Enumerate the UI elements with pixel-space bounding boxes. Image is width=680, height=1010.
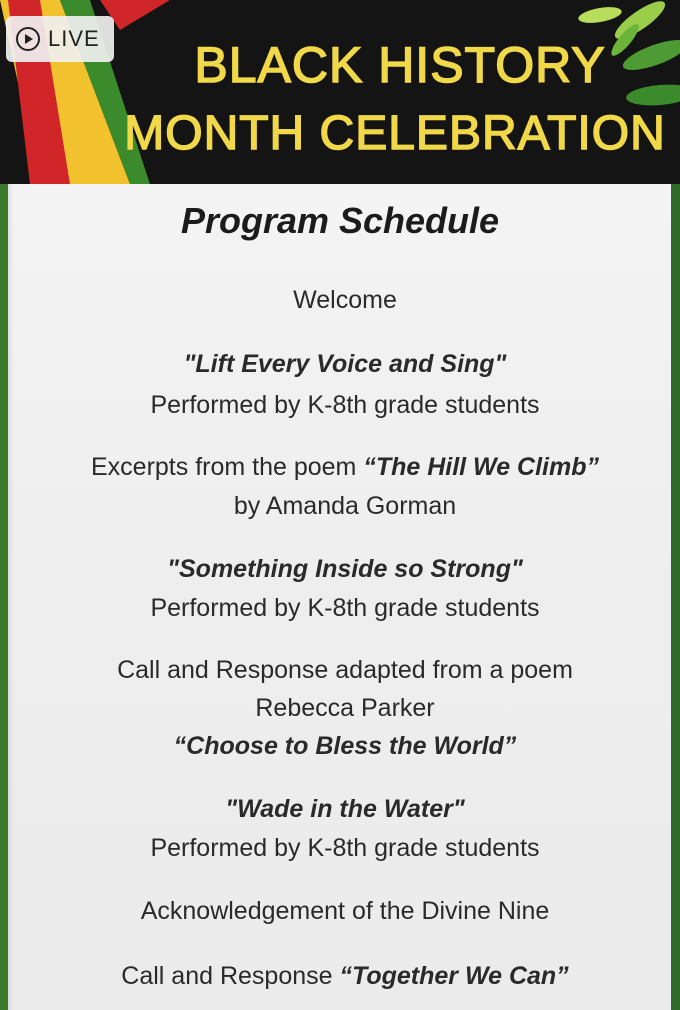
performer-line: Performed by K-8th grade students xyxy=(150,391,540,419)
poem-title-choose-to-bless: “Choose to Bless the World” xyxy=(173,732,517,760)
performer-line: Performed by K-8th grade students xyxy=(150,594,540,622)
performer-line: Performed by K-8th grade students xyxy=(150,834,540,862)
poem-excerpt-line xyxy=(0,453,680,482)
play-circle-icon xyxy=(16,27,40,51)
title-together-we-can: “Together We Can” xyxy=(339,962,569,990)
banner-title-line1: BLACK HISTORY xyxy=(194,37,606,93)
call-response-together xyxy=(0,962,680,991)
schedule-item-welcome: Welcome xyxy=(293,286,397,314)
poem-author-parker: Rebecca Parker xyxy=(255,694,435,722)
poem-title-hill-we-climb: “The Hill We Climb” xyxy=(363,453,599,481)
song-title-lift-every-voice: "Lift Every Voice and Sing" xyxy=(183,350,507,378)
poem-author: by Amanda Gorman xyxy=(233,492,457,520)
banner-title-line2: MONTH CELEBRATION xyxy=(124,107,666,160)
live-label: LIVE xyxy=(48,26,100,51)
program-heading: Program Schedule xyxy=(180,200,500,241)
song-title-something-inside: "Something Inside so Strong" xyxy=(167,555,523,583)
schedule-item-divine-nine: Acknowledgement of the Divine Nine xyxy=(140,897,550,925)
song-title-wade-in-water: "Wade in the Water" xyxy=(225,795,465,823)
poem-excerpt-prefix: Excerpts from the poem xyxy=(91,453,364,481)
call-response-prefix: Call and Response xyxy=(121,962,340,990)
call-response-adapted: Call and Response adapted from a poem xyxy=(117,656,573,684)
live-badge[interactable] xyxy=(6,16,114,62)
